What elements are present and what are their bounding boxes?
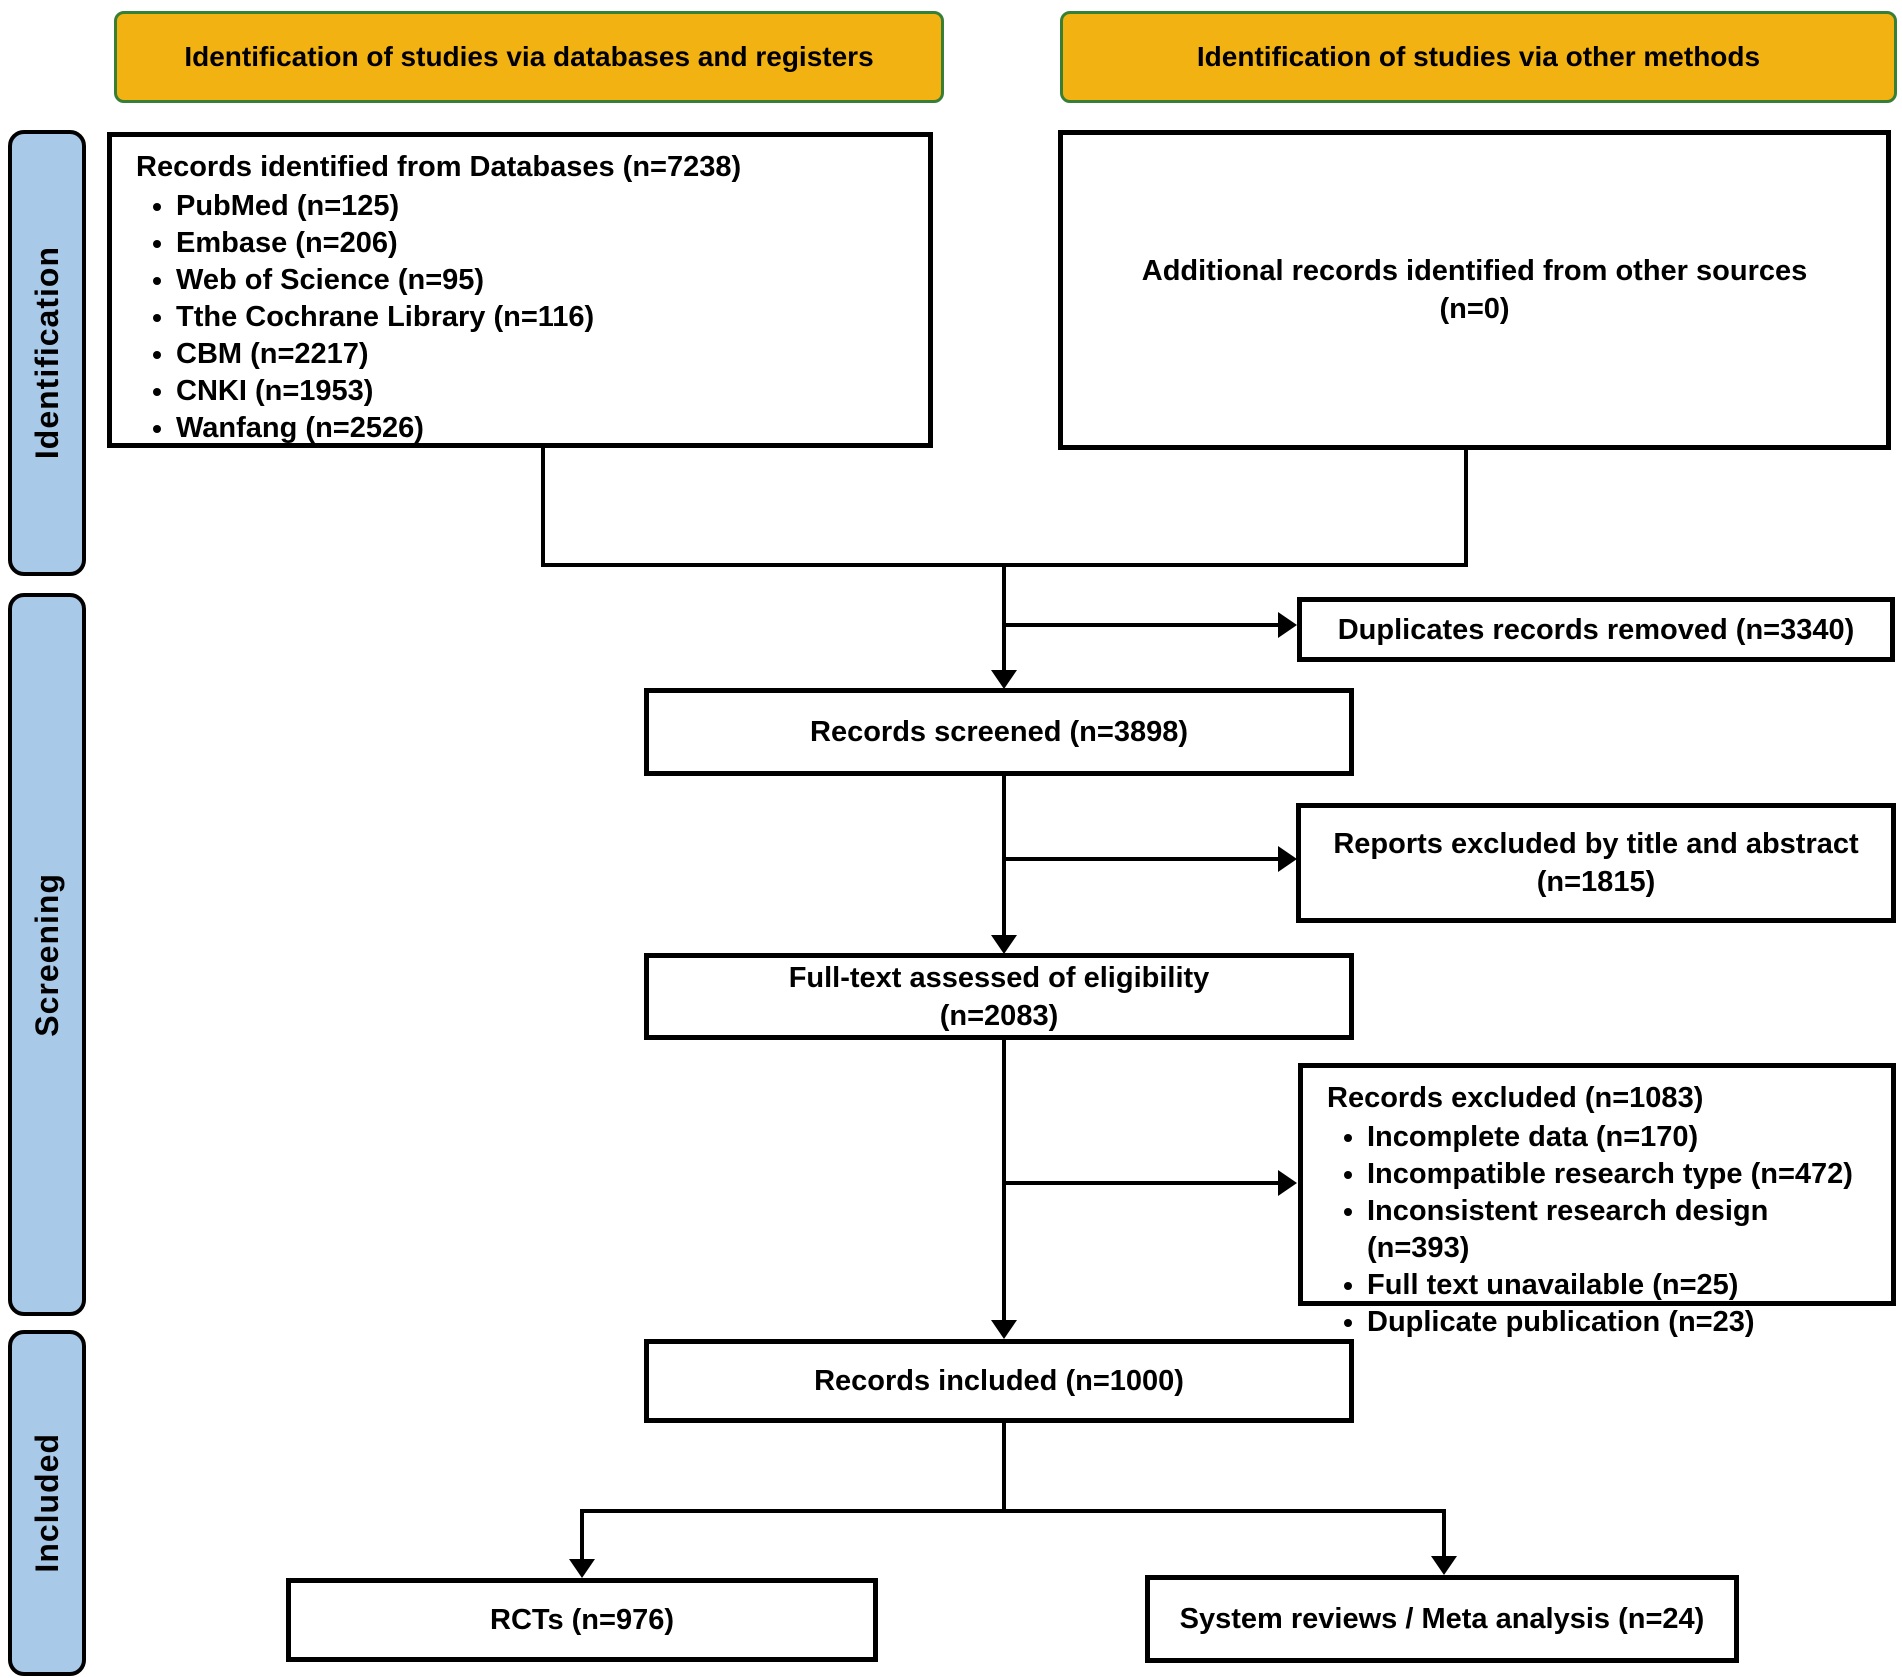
arrowhead-down-fulltext-icon <box>991 935 1017 954</box>
box-records-screened <box>644 688 1354 776</box>
header-other-methods <box>1060 11 1897 103</box>
additional-records-line2: (n=0) <box>1439 293 1510 325</box>
header-other-methods-label: Identification of studies via other methods <box>1196 41 1761 72</box>
list-item: • CBM (n=2217) <box>176 336 910 373</box>
duplicates-removed-label: Duplicates records removed (n=3340) <box>1337 613 1855 646</box>
box-records-included <box>644 1339 1354 1423</box>
connector-split-horizontal <box>580 1509 1446 1513</box>
connector-included-drop <box>1002 1421 1006 1513</box>
system-reviews-label: System reviews / Meta analysis (n=24) <box>1179 1603 1705 1635</box>
arrowhead-right-reports-excluded-icon <box>1278 846 1297 872</box>
box-duplicates-removed <box>1297 597 1895 662</box>
box-rcts <box>286 1578 878 1662</box>
records-excluded-list <box>1327 1119 1873 1341</box>
connector-to-duplicates <box>1004 623 1278 627</box>
list-item: • Full text unavailable (n=25) <box>1367 1267 1873 1304</box>
stage-identification <box>8 130 86 576</box>
box-reports-excluded <box>1296 803 1896 923</box>
arrowhead-down-screened-icon <box>991 670 1017 689</box>
arrowhead-down-system-reviews-icon <box>1431 1556 1457 1575</box>
arrowhead-down-rcts-icon <box>569 1559 595 1578</box>
box-system-reviews <box>1145 1575 1739 1663</box>
records-screened-label: Records screened (n=3898) <box>810 716 1188 748</box>
list-item: • Inconsistent research design (n=393) <box>1367 1193 1873 1267</box>
list-item: • PubMed (n=125) <box>176 188 910 225</box>
list-item: • Embase (n=206) <box>176 225 910 262</box>
connector-to-system-reviews <box>1442 1509 1446 1557</box>
reports-excluded-line1: Reports excluded by title and abstract <box>1333 828 1859 860</box>
connector-left-drop <box>541 448 545 567</box>
box-additional-records <box>1058 130 1891 450</box>
connector-to-fulltext <box>1002 774 1006 935</box>
list-item: • Wanfang (n=2526) <box>176 410 910 447</box>
header-databases-registers-label: Identification of studies via databases and registers <box>184 41 874 72</box>
list-item: • Incompatible research type (n=472) <box>1367 1156 1873 1193</box>
fulltext-assessed-line1: Full-text assessed of eligibility <box>788 961 1210 994</box>
stage-screening <box>8 593 86 1316</box>
records-identified-list <box>136 188 910 447</box>
stage-screening-label: Screening <box>28 872 65 1037</box>
list-item: • Incomplete data (n=170) <box>1367 1119 1873 1156</box>
box-records-identified <box>107 132 933 448</box>
records-included-label: Records included (n=1000) <box>814 1365 1184 1397</box>
additional-records-line1: Additional records identified from other sources <box>1141 255 1808 287</box>
stage-identification-label: Identification <box>28 246 65 460</box>
connector-to-rcts <box>580 1509 584 1560</box>
records-identified-title: Records identified from Databases (n=7238) <box>136 151 742 183</box>
connector-to-records-excluded <box>1004 1181 1278 1185</box>
header-databases-registers <box>114 11 944 103</box>
list-item: • CNKI (n=1953) <box>176 373 910 410</box>
connector-to-screened <box>1002 565 1006 670</box>
arrowhead-right-records-excluded-icon <box>1278 1170 1297 1196</box>
box-records-excluded <box>1298 1063 1896 1338</box>
box-fulltext-assessed <box>644 953 1354 1040</box>
fulltext-assessed-line2: (n=2083) <box>939 999 1059 1032</box>
rcts-label: RCTs (n=976) <box>490 1604 674 1636</box>
stage-included <box>8 1330 86 1676</box>
list-item: • Tthe Cochrane Library (n=116) <box>176 299 910 336</box>
arrowhead-right-duplicates-icon <box>1278 612 1297 638</box>
list-item: • Web of Science (n=95) <box>176 262 910 299</box>
list-item: • Duplicate publication (n=23) <box>1367 1304 1873 1341</box>
connector-right-drop <box>1464 450 1468 567</box>
connector-to-reports-excluded <box>1004 857 1278 861</box>
records-excluded-title: Records excluded (n=1083) <box>1327 1082 1704 1114</box>
reports-excluded-line2: (n=1815) <box>1536 866 1656 898</box>
stage-included-label: Included <box>28 1433 65 1573</box>
arrowhead-down-included-icon <box>991 1320 1017 1339</box>
